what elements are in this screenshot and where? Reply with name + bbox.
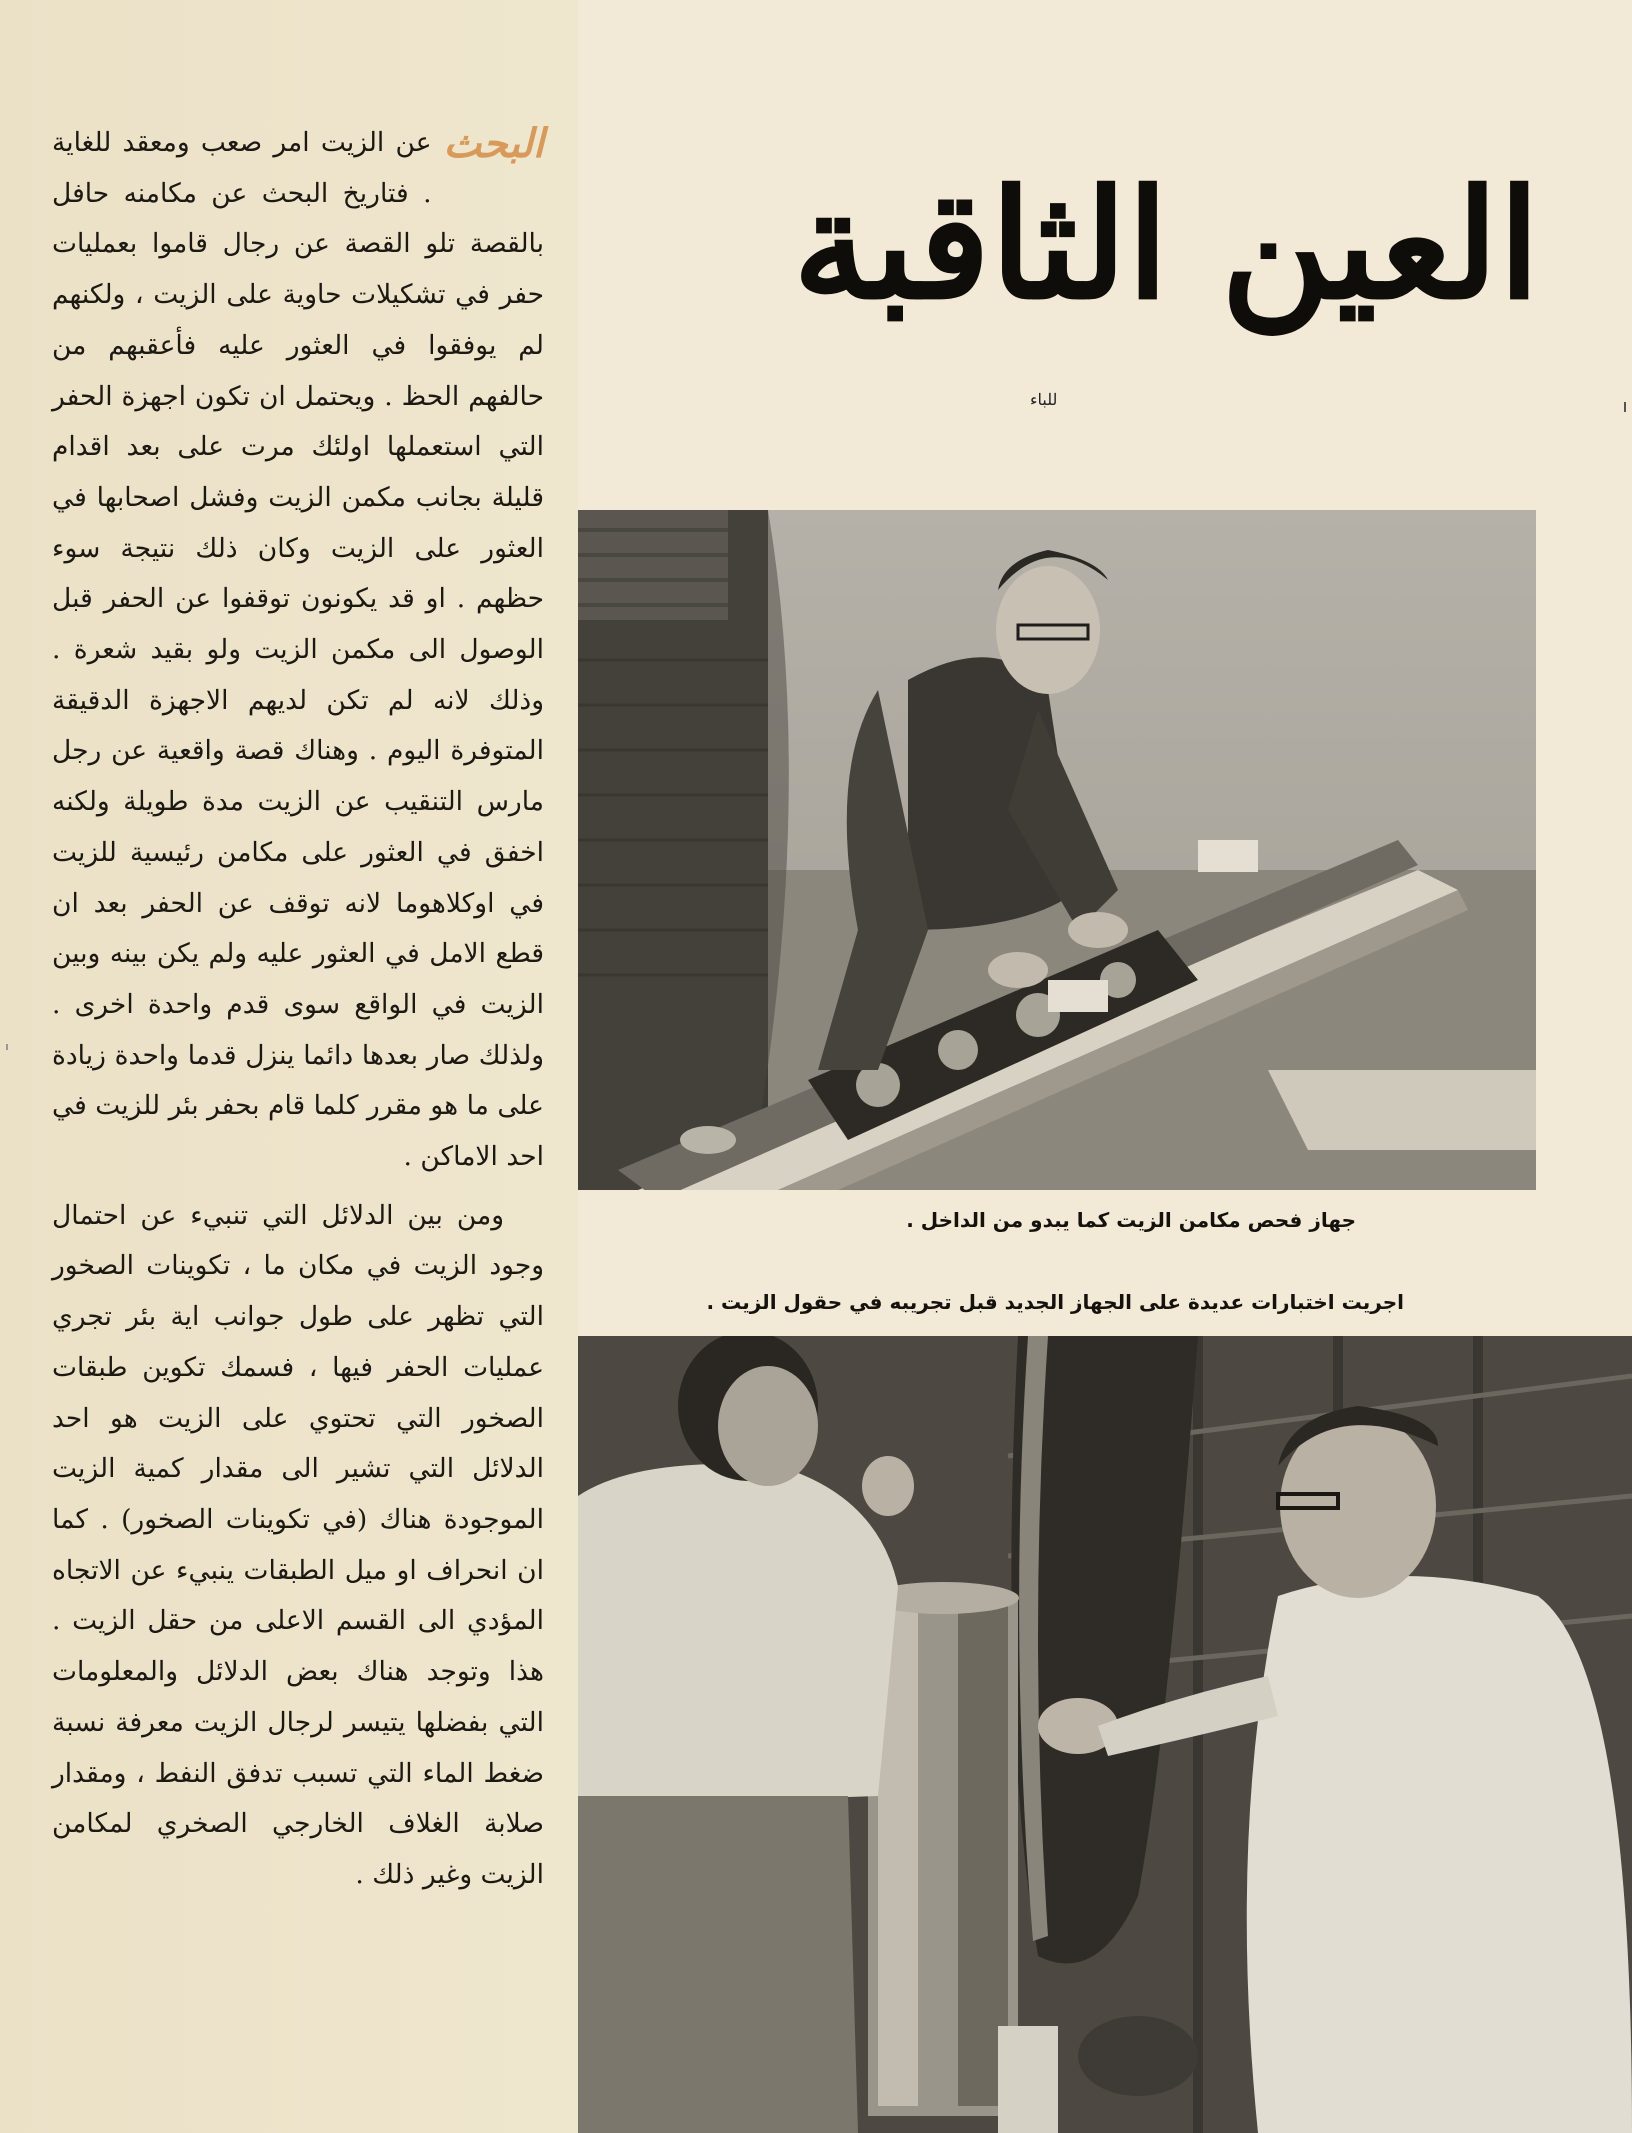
article-column: [52, 118, 544, 1901]
photo-device-inspection-image: [578, 510, 1536, 1190]
photo-device-inspection: [578, 510, 1536, 1190]
photo-1-caption: جهاز فحص مكامن الزيت كما يبدو من الداخل .: [906, 1208, 1356, 1232]
photo-device-testing-image: [578, 1336, 1632, 2133]
title-block: [640, 110, 1580, 450]
margin-mark: [6, 1044, 8, 1050]
paragraph-1-text: عن الزيت امر صعب ومعقد للغاية . فتاريخ البحث عن مكامنه حافل بالقصة تلو القصة عن رجال قاموا بعمليات حفر في تشكيلات حاوية على الزيت ، ولكنهم لم يوفقوا في العثور عليه فأعقبهم من حالفهم الحظ . ويحتمل ان تكون اجهزة الحفر التي استعملها اولئك مرت على بعد اقدام قليلة بجانب مكمن الزيت وفشل اصحابها في العثور على الزيت وكان ذلك نتيجة سوء حظهم . او قد يكونون توقفوا عن الحفر قبل الوصول الى مكمن الزيت ولو بقيد شعرة . وذلك لانه لم تكن لديهم الاجهزة الدقيقة المتوفرة اليوم . وهناك قصة واقعية عن رجل مارس التنقيب عن الزيت مدة طويلة ولكنه اخفق في العثور على مكامن رئيسية للزيت في اوكلاهوما لانه توقف عن الحفر بعد ان قطع الامل في العثور عليه ولم يكن بينه وبين الزيت في الواقع سوى قدم واحدة اخرى . ولذلك صار بعدها دائما ينزل قدما واحدة زيادة على ما هو مقرر كلما قام بحفر بئر للزيت في احد الاماكن .: [52, 127, 544, 1173]
article-paragraph-1: [52, 118, 544, 1183]
margin-mark: [1624, 402, 1626, 412]
page-title: العين الثاقبة: [792, 157, 1540, 333]
photo-device-testing: [578, 1336, 1632, 2133]
lead-word: البحث: [443, 120, 544, 167]
byline: للباء: [1030, 390, 1058, 409]
photo-2-caption: اجريت اختبارات عديدة على الجهاز الجديد قبل تجريبه في حقول الزيت .: [706, 1290, 1404, 1314]
article-paragraph-2: ومن بين الدلائل التي تنبيء عن احتمال وجود الزيت في مكان ما ، تكوينات الصخور التي تظهر على طول جوانب اية بئر تجري عمليات الحفر فيها ، فسمك تكوين طبقات الصخور التي تحتوي على الزيت هو احد الدلائل التي تشير الى مقدار كمية الزيت الموجودة هناك (في تكوينات الصخور) . كما ان انحراف او ميل الطبقات ينبيء عن الاتجاه المؤدي الى القسم الاعلى من حقل الزيت . هذا وتوجد هناك بعض الدلائل والمعلومات التي بفضلها يتيسر لرجال الزيت معرفة نسبة ضغط الماء التي تسبب تدفق النفط ، ومقدار صلابة الغلاف الخارجي الصخري لمكامن الزيت وغير ذلك .: [52, 1199, 544, 1890]
